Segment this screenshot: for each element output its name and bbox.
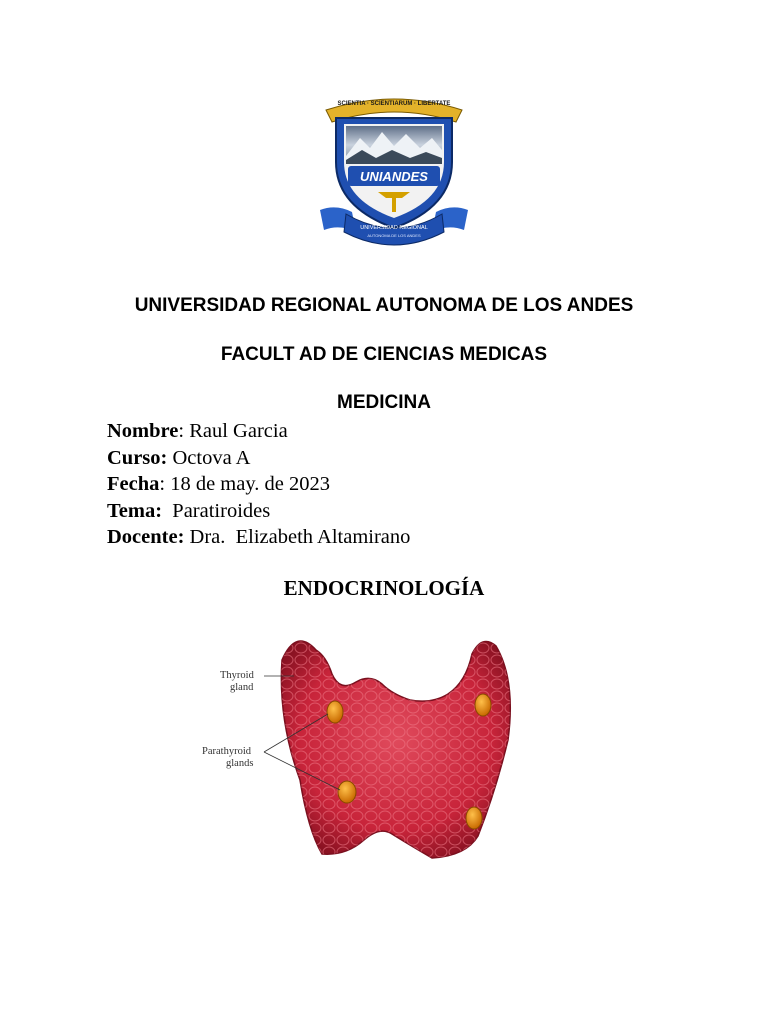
date-separator: :: [159, 473, 171, 495]
parathyroid-lower-left: [338, 781, 356, 803]
topic-row: [107, 498, 410, 525]
label-thyroid-line2: gland: [230, 682, 254, 693]
course-label: Curso:: [107, 446, 168, 469]
teacher-label: Docente:: [107, 526, 185, 548]
subject-title: ENDOCRINOLOGÍA: [283, 576, 485, 600]
teacher-row: [107, 524, 410, 551]
name-separator: :: [178, 420, 190, 442]
logo-ribbon-text: SCIENTIA · SCIENTIARUM · LIBERTATE: [337, 101, 451, 107]
university-title: UNIVERSIDAD REGIONAL AUTONOMA DE LOS ANDES: [134, 295, 634, 316]
topic-label: Tema:: [107, 499, 163, 522]
name-value: Raul Garcia: [189, 420, 288, 442]
student-info: [107, 418, 410, 551]
logo-ribbon-bottom-text: UNIVERSIDAD REGIONAL: [360, 225, 428, 231]
parathyroid-upper-right: [475, 694, 491, 716]
name-row: [107, 418, 410, 445]
logo-brand: UNIANDES: [360, 169, 428, 184]
date-label: Fecha: [107, 473, 160, 495]
label-parathyroid-line1: Parathyroid: [202, 746, 251, 757]
label-parathyroid-line2: glands: [226, 758, 254, 769]
date-row: [107, 471, 410, 498]
topic-value: Paratiroides: [162, 499, 271, 522]
course-value: Octova A: [167, 446, 251, 469]
name-label: Nombre: [107, 420, 179, 442]
parathyroid-lower-right: [466, 807, 482, 829]
date-value: 18 de may. de 2023: [170, 473, 330, 495]
logo-ribbon-bottom-small-text: AUTONOMA DE LOS ANDES: [367, 233, 421, 238]
faculty-title: FACULT AD DE CIENCIAS MEDICAS: [220, 344, 548, 365]
university-logo: [316, 92, 472, 250]
teacher-value: Dra. Elizabeth Altamirano: [184, 526, 411, 548]
thyroid-illustration: [196, 630, 536, 860]
career-title: MEDICINA: [337, 392, 431, 413]
course-row: [107, 445, 410, 472]
parathyroid-upper-left: [327, 701, 343, 723]
label-thyroid-line1: Thyroid: [220, 670, 254, 681]
